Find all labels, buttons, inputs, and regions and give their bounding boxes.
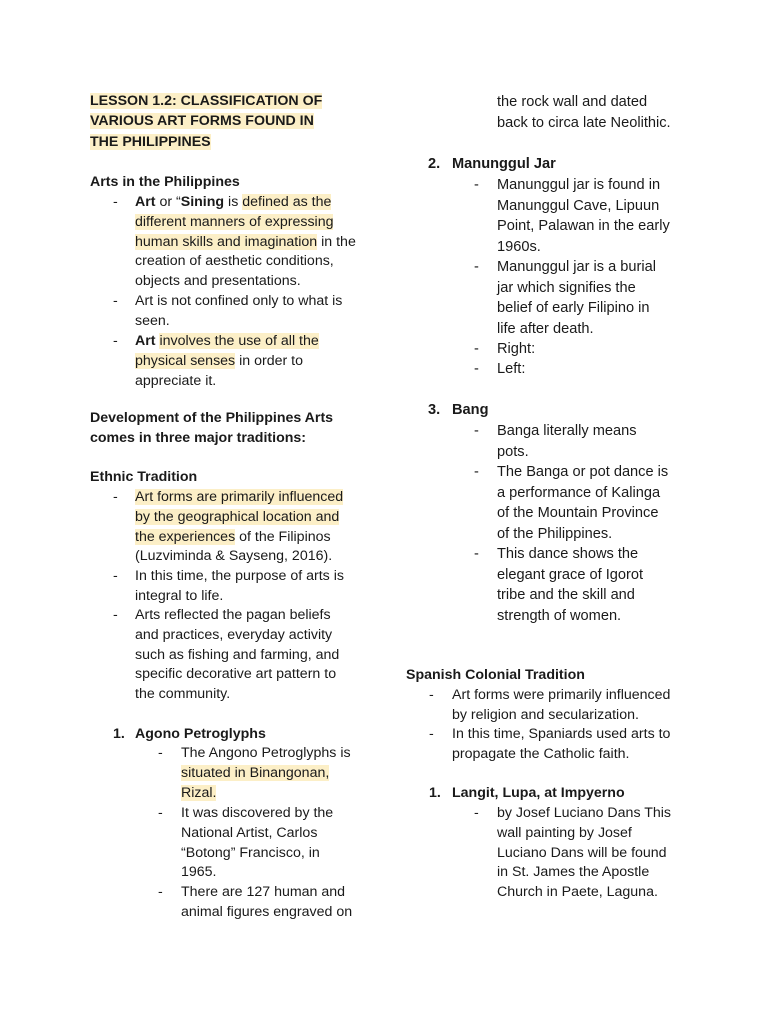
text: Art forms were primarily influenced bbox=[452, 687, 671, 703]
text: life after death. bbox=[497, 320, 594, 337]
bullet-dash: - bbox=[158, 805, 163, 821]
text: in the bbox=[317, 233, 356, 250]
text: In this time, Spaniards used arts to bbox=[452, 726, 671, 742]
text: and practices, everyday activity bbox=[135, 626, 333, 643]
text: strength of women. bbox=[497, 607, 622, 624]
text: pots. bbox=[497, 443, 529, 460]
agono-bullet-discovered bbox=[181, 804, 333, 883]
agono-title: Agono Petroglyphs bbox=[135, 726, 266, 742]
text: such as fishing and farming, and bbox=[135, 646, 340, 663]
bullet-dash: - bbox=[429, 687, 434, 703]
langit-bullet-painting bbox=[497, 804, 671, 903]
text: of the Mountain Province bbox=[497, 505, 659, 521]
bullet-dash: - bbox=[113, 293, 118, 309]
bullet-dash: - bbox=[158, 745, 163, 761]
bullet-dash: - bbox=[474, 341, 479, 357]
bang-bullet-meaning bbox=[497, 421, 637, 462]
text: creation of aesthetic conditions, bbox=[135, 253, 334, 270]
term-art: Art bbox=[135, 194, 156, 210]
lesson-title bbox=[90, 92, 322, 152]
text: Point, Palawan in the early bbox=[497, 218, 670, 234]
text: “Botong” Francisco, in bbox=[181, 844, 320, 861]
bullet-dash: - bbox=[113, 489, 118, 505]
text: Development of the Philippines Arts bbox=[90, 410, 334, 426]
agono-bullet-figures-continued bbox=[497, 92, 671, 133]
highlighted-text: Rizal. bbox=[181, 784, 217, 801]
text: (Luzviminda & Sayseng, 2016). bbox=[135, 548, 333, 565]
highlighted-text: physical senses bbox=[135, 352, 236, 369]
manunggul-bullet-left: Left: bbox=[497, 361, 526, 377]
bullet-dash: - bbox=[474, 177, 479, 193]
bullet-dash: - bbox=[474, 546, 479, 562]
bullet-dash: - bbox=[113, 194, 118, 210]
highlighted-text: Art forms are primarily influenced bbox=[135, 489, 344, 505]
text: of the Filipinos bbox=[235, 528, 331, 545]
text: animal figures engraved on bbox=[181, 903, 353, 920]
text: in St. James the Apostle bbox=[497, 864, 650, 881]
text: 1965. bbox=[181, 864, 217, 881]
text: elegant grace of Igorot bbox=[497, 566, 644, 583]
development-heading bbox=[90, 409, 333, 449]
section-heading-spanish: Spanish Colonial Tradition bbox=[406, 667, 585, 683]
text: wall painting by Josef bbox=[497, 824, 632, 841]
text: the community. bbox=[135, 686, 231, 703]
text: In this time, the purpose of arts is bbox=[135, 568, 344, 584]
highlighted-text: human skills and imagination bbox=[135, 233, 318, 250]
ethnic-bullet-pagan bbox=[135, 606, 339, 705]
list-number: 2. bbox=[428, 156, 441, 172]
text: It was discovered by the bbox=[181, 805, 334, 821]
spanish-bullet-propagate bbox=[452, 725, 670, 765]
text: The Banga or pot dance is bbox=[497, 464, 669, 480]
text: seen. bbox=[135, 312, 170, 329]
highlighted-text: involves the use of all the bbox=[159, 333, 319, 349]
text: integral to life. bbox=[135, 587, 224, 604]
section-heading-ethnic: Ethnic Tradition bbox=[90, 469, 198, 485]
bullet-dash: - bbox=[474, 464, 479, 480]
title-line: THE PHILIPPINES bbox=[90, 133, 211, 150]
text: objects and presentations. bbox=[135, 273, 301, 290]
langit-title: Langit, Lupa, at Impyerno bbox=[452, 785, 625, 801]
text: of the Philippines. bbox=[497, 525, 613, 542]
term-art: Art bbox=[135, 333, 156, 349]
bullet-dash: - bbox=[158, 884, 163, 900]
text: Church in Paete, Laguna. bbox=[497, 884, 658, 901]
manunggul-bullet-burial bbox=[497, 257, 656, 339]
arts-bullet-confined bbox=[135, 292, 342, 332]
text: specific decorative art pattern to bbox=[135, 666, 337, 683]
bang-bullet-grace bbox=[497, 544, 643, 626]
manunggul-title: Manunggul Jar bbox=[452, 156, 556, 172]
arts-bullet-senses bbox=[135, 332, 319, 391]
text: 1960s. bbox=[497, 238, 541, 255]
bullet-dash: - bbox=[474, 361, 479, 377]
highlighted-text: situated in Binangonan, bbox=[181, 764, 330, 781]
spanish-bullet-influence bbox=[452, 686, 670, 726]
text: back to circa late Neolithic. bbox=[497, 114, 671, 131]
text: appreciate it. bbox=[135, 372, 217, 389]
list-number: 1. bbox=[429, 785, 441, 801]
list-number: 1. bbox=[113, 726, 125, 742]
bang-bullet-dance bbox=[497, 462, 668, 544]
text: or “ bbox=[155, 194, 181, 210]
list-number: 3. bbox=[428, 402, 441, 418]
agono-bullet-figures bbox=[181, 883, 352, 923]
text: National Artist, Carlos bbox=[181, 824, 318, 841]
agono-bullet-location bbox=[181, 744, 351, 803]
manunggul-bullet-found bbox=[497, 175, 670, 257]
bullet-dash: - bbox=[113, 607, 118, 623]
bullet-dash: - bbox=[429, 726, 434, 742]
text: Luciano Dans will be found bbox=[497, 844, 667, 861]
text: Arts reflected the pagan beliefs bbox=[135, 607, 331, 623]
text: Manunggul jar is a burial bbox=[497, 259, 656, 275]
bullet-dash: - bbox=[474, 259, 479, 275]
text: tribe and the skill and bbox=[497, 587, 635, 603]
arts-bullet-definition bbox=[135, 193, 356, 292]
manunggul-bullet-right: Right: bbox=[497, 341, 536, 357]
bang-title: Bang bbox=[452, 402, 489, 418]
text: There are 127 human and bbox=[181, 884, 346, 900]
text: comes in three major traditions: bbox=[90, 429, 307, 446]
ethnic-bullet-purpose bbox=[135, 567, 344, 607]
text: Art is not confined only to what is bbox=[135, 293, 343, 309]
text: Manunggul jar is found in bbox=[497, 177, 661, 193]
bullet-dash: - bbox=[474, 423, 479, 439]
text: a performance of Kalinga bbox=[497, 484, 661, 501]
section-heading-arts: Arts in the Philippines bbox=[90, 174, 240, 190]
highlighted-text: the experiences bbox=[135, 528, 236, 545]
text: is bbox=[224, 194, 243, 210]
highlighted-text: different manners of expressing bbox=[135, 213, 334, 230]
text: in order to bbox=[235, 352, 303, 369]
highlighted-text: defined as the bbox=[242, 194, 332, 210]
bullet-dash: - bbox=[113, 568, 118, 584]
ethnic-bullet-influence bbox=[135, 488, 343, 567]
text: by Josef Luciano Dans This bbox=[497, 805, 672, 821]
text: The Angono Petroglyphs is bbox=[181, 745, 351, 761]
term-sining: Sining bbox=[180, 194, 225, 210]
text: Banga literally means bbox=[497, 423, 637, 439]
text: by religion and secularization. bbox=[452, 706, 639, 723]
bullet-dash: - bbox=[113, 333, 118, 349]
text: belief of early Filipino in bbox=[497, 300, 650, 316]
text: the rock wall and dated bbox=[497, 94, 648, 110]
text: propagate the Catholic faith. bbox=[452, 745, 630, 762]
text: This dance shows the bbox=[497, 546, 639, 562]
text: jar which signifies the bbox=[497, 279, 636, 296]
text: Manunggul Cave, Lipuun bbox=[497, 197, 660, 214]
highlighted-text: by the geographical location and bbox=[135, 508, 340, 525]
title-line: VARIOUS ART FORMS FOUND IN bbox=[90, 113, 314, 130]
bullet-dash: - bbox=[474, 805, 479, 821]
title-line: LESSON 1.2: CLASSIFICATION OF bbox=[90, 93, 323, 109]
